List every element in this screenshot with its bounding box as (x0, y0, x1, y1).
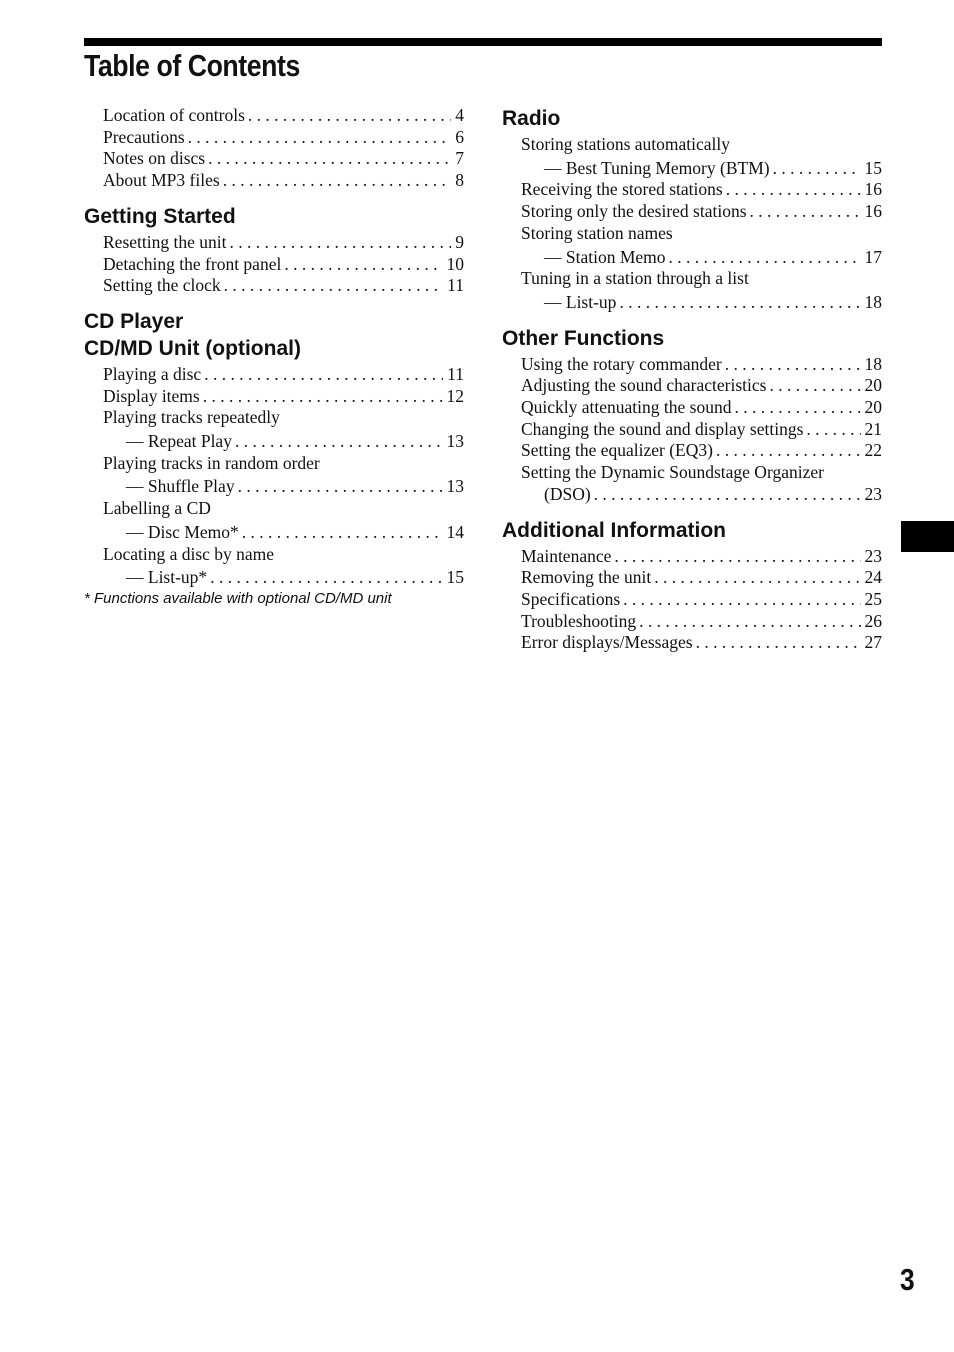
page-number: 3 (900, 1262, 915, 1297)
toc-entry[interactable]: Playing tracks repeatedly — Repeat Play . . . 13 (84, 407, 464, 452)
section-heading: Other Functions (502, 326, 665, 350)
intro-entries (84, 105, 464, 192)
toc-entry[interactable]: Setting the Dynamic Soundstage Organizer (DSO) . . . 23 (502, 462, 882, 505)
toc-entry[interactable]: Labelling a CD — Disc Memo* . . . 14 (84, 498, 464, 543)
toc-entry[interactable]: Location of controls . . . 4 (84, 105, 464, 127)
toc-entry[interactable]: Playing a disc . . . 11 (84, 364, 464, 386)
toc-entry[interactable]: Maintenance . . . 23 (502, 546, 882, 568)
toc-entry[interactable]: Locating a disc by name — List-up* . . . 15 (84, 544, 464, 589)
toc-right-column (502, 105, 882, 665)
toc-entry[interactable]: Error displays/Messages . . . 27 (502, 632, 882, 654)
toc-entry[interactable]: Adjusting the sound characteristics . . . 20 (502, 375, 882, 397)
toc-entry[interactable]: Receiving the stored stations . . . 16 (502, 179, 882, 201)
toc-entry[interactable]: Notes on discs . . . 7 (84, 148, 464, 170)
toc-entry[interactable]: Setting the equalizer (EQ3) . . . 22 (502, 440, 882, 462)
section-tab-marker (901, 521, 954, 552)
section-getting-started (84, 203, 464, 297)
toc-entry[interactable]: Tuning in a station through a list — List-up . . . 18 (502, 268, 882, 313)
top-rule (84, 38, 882, 46)
section-other-functions (502, 325, 882, 506)
toc-entry[interactable]: Resetting the unit . . . 9 (84, 232, 464, 254)
section-cd-player (84, 308, 464, 608)
toc-entry[interactable]: Troubleshooting . . . 26 (502, 611, 882, 633)
toc-entry[interactable]: Using the rotary commander . . . 18 (502, 354, 882, 376)
section-radio (502, 105, 882, 314)
toc-entry[interactable]: Precautions . . . 6 (84, 127, 464, 149)
section-heading: Getting Started (84, 204, 236, 228)
toc-entry[interactable]: Storing station names — Station Memo . . . 17 (502, 223, 882, 268)
toc-entry[interactable]: Storing stations automatically — Best Tuning Memory (BTM) . . . 15 (502, 134, 882, 179)
toc-left-column (84, 105, 464, 619)
toc-entry[interactable]: Detaching the front panel . . . 10 (84, 254, 464, 276)
toc-entry[interactable]: About MP3 files . . . 8 (84, 170, 464, 192)
toc-entry[interactable]: Playing tracks in random order — Shuffle Play . . . 13 (84, 453, 464, 498)
toc-entry[interactable]: Storing only the desired stations . . . 16 (502, 201, 882, 223)
footnote: * Functions available with optional CD/MD unit (84, 589, 392, 607)
section-heading: Radio (502, 107, 561, 130)
toc-entry[interactable]: Display items . . . 12 (84, 386, 464, 408)
toc-entry[interactable]: Quickly attenuating the sound . . . 20 (502, 397, 882, 419)
toc-entry[interactable]: Setting the clock . . . 11 (84, 275, 464, 297)
section-heading: CD Player CD/MD Unit (optional) (84, 309, 301, 360)
section-additional-information (502, 517, 882, 655)
page-title: Table of Contents (84, 48, 300, 83)
section-heading: Additional Information (502, 518, 726, 542)
toc-entry[interactable]: Changing the sound and display settings . . . 21 (502, 419, 882, 441)
toc-entry[interactable]: Removing the unit . . . 24 (502, 567, 882, 589)
toc-entry[interactable]: Specifications . . . 25 (502, 589, 882, 611)
